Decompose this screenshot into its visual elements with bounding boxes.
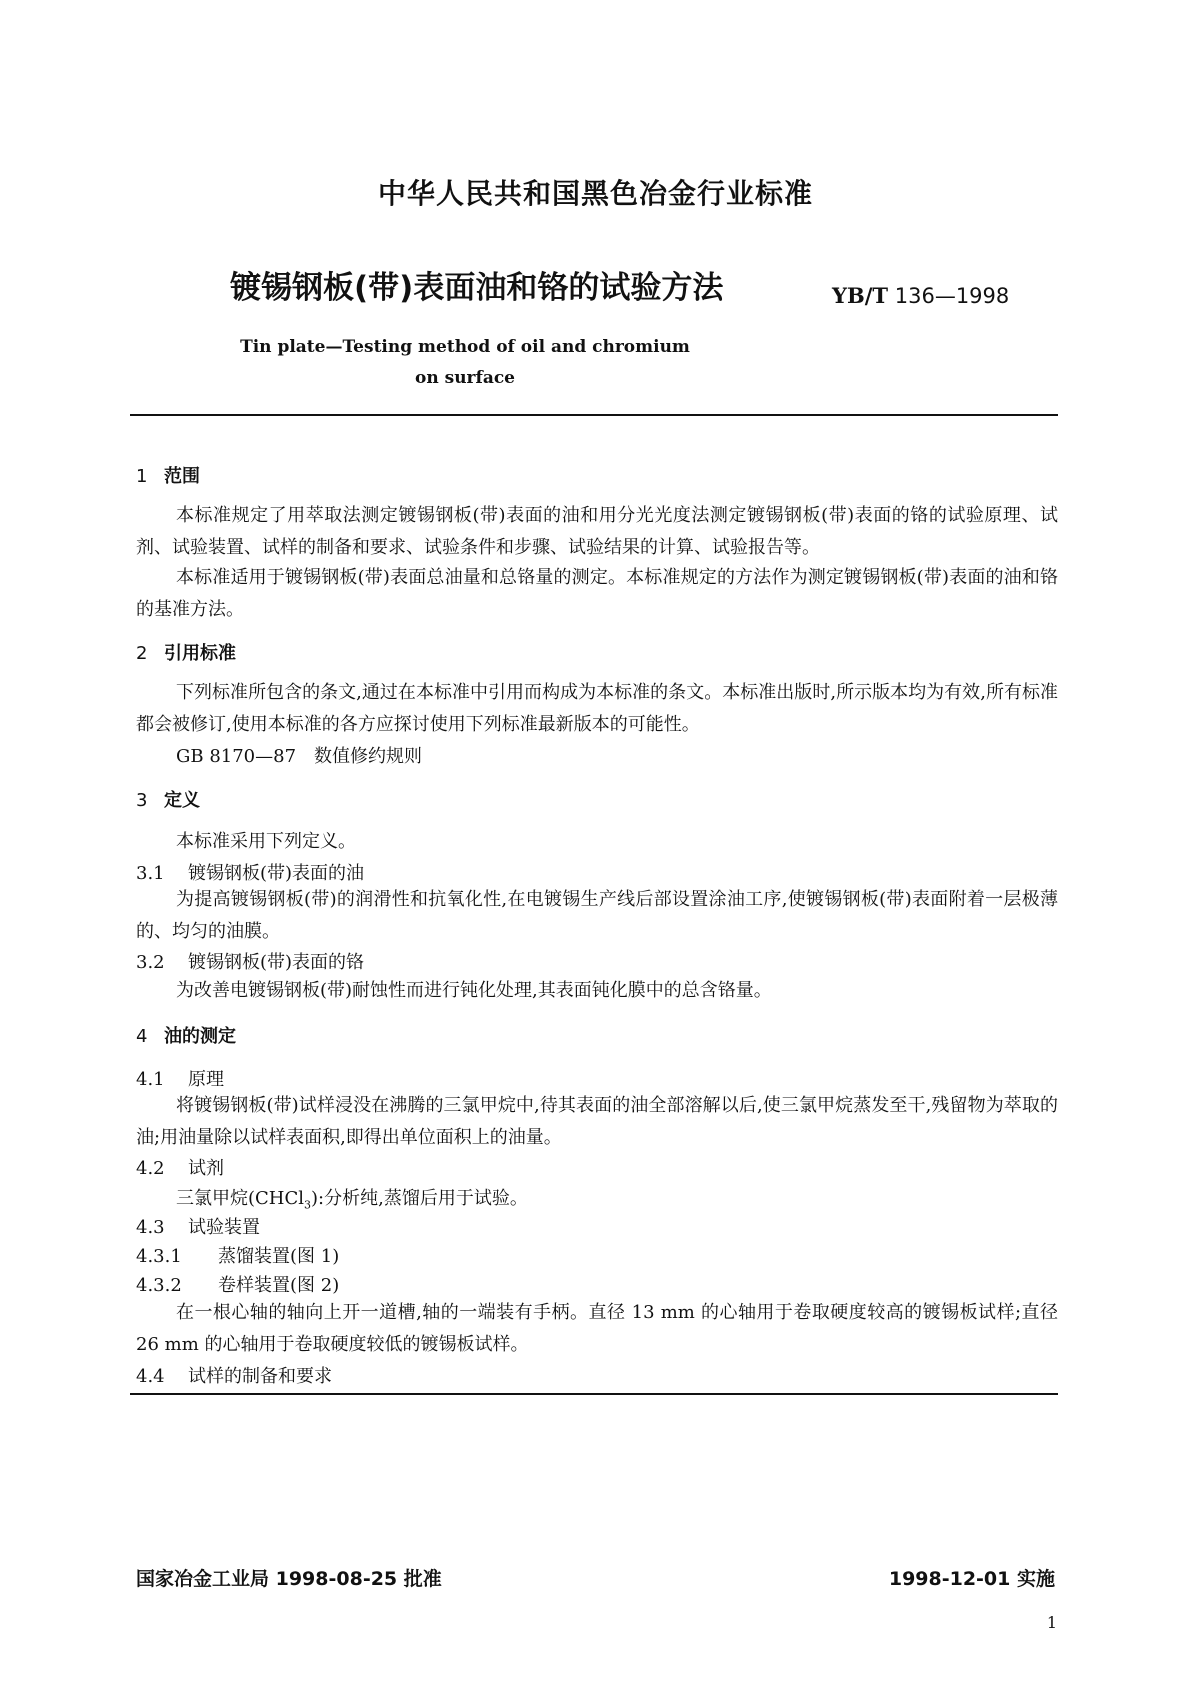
section-4-2-text: 三氯甲烷(CHCl$_3$):分析纯,蒸馏后用于试验。 xyxy=(176,1188,528,1212)
section-1-paragraph-1: 本标准规定了用萃取法测定镀锡钢板(带)表面的油和用分光光度法测定镀锡钢板(带)表面的铬的试验原理、试剂、试验装置、试样的制备和要求、试验条件和步骤、试验结果的计算、试验报告等。 xyxy=(136,505,1058,558)
section-3-1-text: 为提高镀锡钢板(带)的润滑性和抗氧化性,在电镀锡生产线后部设置涂油工序,使镀锡钢板(带)表面附着一层极薄的、均匀的油膜。 xyxy=(136,889,1058,942)
english-title: Tin plate—Testing method of oil and chromium on surface xyxy=(240,337,690,388)
section-3-heading: 3 定义 xyxy=(136,790,200,811)
section-4-3-2-heading: 4.3.2 卷样装置(图 2) xyxy=(136,1275,340,1296)
section-4-3-heading: 4.3 试验装置 xyxy=(136,1217,260,1238)
header-divider xyxy=(130,414,1058,416)
section-4-1-heading: 4.1 原理 xyxy=(136,1069,224,1090)
section-1-heading: 1 范围 xyxy=(136,466,200,487)
standard-code: 136—1998 xyxy=(894,284,1010,308)
standard-prefix: YB/T xyxy=(832,283,889,308)
section-1-paragraph-2: 本标准适用于镀锡钢板(带)表面总油量和总铬量的测定。本标准规定的方法作为测定镀锡钢板(带)表面的油和铬的基准方法。 xyxy=(136,567,1058,620)
section-4-heading: 4 油的测定 xyxy=(136,1026,236,1047)
approval-line: 国家冶金工业局 1998-08-25 批准 xyxy=(136,1568,442,1590)
page-number: 1 xyxy=(1046,1613,1057,1632)
reference-standard: GB 8170—87 数值修约规则 xyxy=(176,746,423,767)
section-4-3-1-heading: 4.3.1 蒸馏装置(图 1) xyxy=(136,1246,340,1267)
org-title: 中华人民共和国黑色冶金行业标准 xyxy=(377,177,813,210)
document-title: 镀锡钢板(带)表面油和铬的试验方法 xyxy=(230,270,724,306)
section-4-1-text: 将镀锡钢板(带)试样浸没在沸腾的三氯甲烷中,待其表面的油全部溶解以后,使三氯甲烷蒸发至干,残留物为萃取的油;用油量除以试样表面积,即得出单位面积上的油量。 xyxy=(136,1095,1058,1148)
section-2-paragraph: 下列标准所包含的条文,通过在本标准中引用而构成为本标准的条文。本标准出版时,所示版本均为有效,所有标准都会被修订,使用本标准的各方应探讨使用下列标准最新版本的可能性。 xyxy=(136,682,1058,735)
section-4-4-heading: 4.4 试样的制备和要求 xyxy=(136,1366,332,1387)
section-4-3-2-text: 在一根心轴的轴向上开一道槽,轴的一端装有手柄。直径 13 mm 的心轴用于卷取硬度较高的镀锡板试样;直径 26 mm 的心轴用于卷取硬度较低的镀锡板试样。 xyxy=(136,1302,1058,1355)
section-3-2-heading: 3.2 镀锡钢板(带)表面的铬 xyxy=(136,952,365,973)
section-3-1-heading: 3.1 镀锡钢板(带)表面的油 xyxy=(136,863,365,884)
section-3-intro: 本标准采用下列定义。 xyxy=(176,831,356,852)
footer-divider xyxy=(130,1393,1058,1395)
section-4-2-heading: 4.2 试剂 xyxy=(136,1158,224,1179)
section-2-heading: 2 引用标准 xyxy=(136,643,236,664)
effective-date: 1998-12-01 实施 xyxy=(888,1568,1055,1590)
standard-number xyxy=(832,283,1009,308)
section-3-2-text: 为改善电镀锡钢板(带)耐蚀性而进行钝化处理,其表面钝化膜中的总含铬量。 xyxy=(176,980,772,1001)
